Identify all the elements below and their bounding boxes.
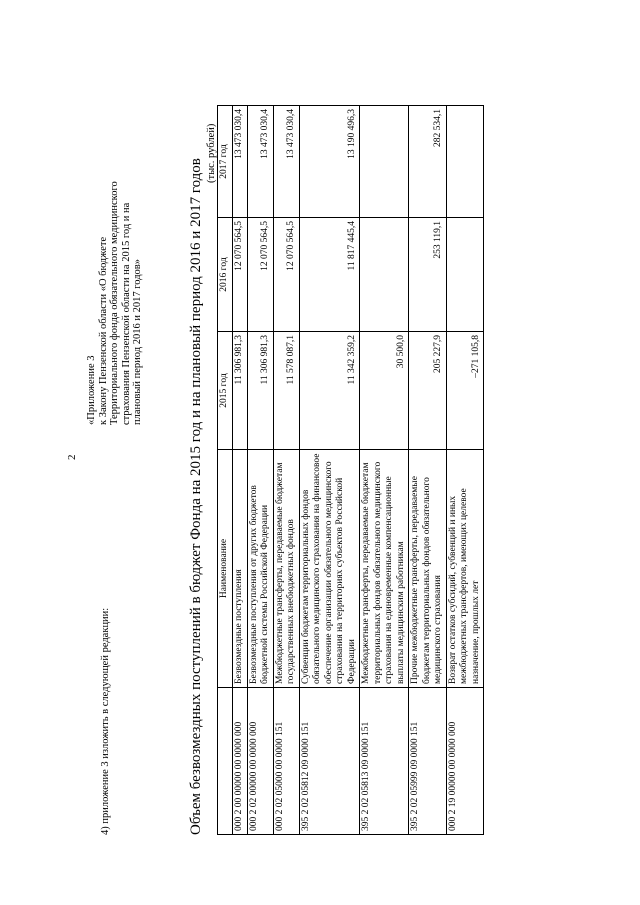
row-name: Межбюджетные трансферты, передаваемые бюджетам территориальных фондов обязательного медицинского страхования на единовременные компенсационные выплаты медицинским работникам [360, 450, 409, 688]
value-2016: 12 070 564,5 [273, 218, 299, 332]
row-code: 395 2 02 05812 09 0000 151 [299, 688, 360, 835]
budget-table [217, 105, 484, 835]
page-number: 2 [66, 454, 78, 460]
appendix-line: страхования Пензенской области на 2015 год и на [120, 202, 132, 425]
appendix-line: Территориального фонда обязательного медицинского [109, 181, 120, 425]
value-2015: 205 227,9 [409, 332, 447, 450]
value-2016 [360, 218, 409, 332]
header-2015: 2015 год [218, 332, 233, 450]
table-row [360, 106, 409, 835]
header-name: Наименование [218, 450, 233, 688]
value-2017: 13 473 030,4 [247, 106, 273, 218]
value-2015: 11 578 087,1 [273, 332, 299, 450]
table-row [233, 106, 248, 835]
appendix-line: к Закону Пензенской области «О бюджете [97, 236, 109, 425]
row-code: 395 2 02 05999 09 0000 151 [409, 688, 447, 835]
value-2017: 13 190 496,3 [299, 106, 360, 218]
value-2017: 13 473 030,4 [273, 106, 299, 218]
value-2016 [446, 218, 484, 332]
appendix-line: плановый период 2016 и 2017 годов» [132, 259, 143, 425]
table-row [273, 106, 299, 835]
value-2015: 30 500,0 [360, 332, 409, 450]
appendix-heading [86, 105, 144, 425]
row-name: Субвенции бюджетам территориальных фондов обязательного медицинского страхования на финансовое обеспечение организации обязательного медицинского страхования на территориях субъектов Российской Федерации [299, 450, 360, 688]
row-name: Возврат остатков субсидий, субвенций и иных межбюджетных трансфертов, имеющих целевое назначение, прошлых лет [446, 450, 484, 688]
value-2015: 11 306 981,3 [247, 332, 273, 450]
appendix-line: «Приложение 3 [86, 355, 97, 425]
table-header-row [218, 106, 233, 835]
value-2016: 12 070 564,5 [233, 218, 248, 332]
amendment-intro: 4) приложение 3 изложить в следующей редакции: [100, 607, 111, 835]
row-name: Безвозмездные поступления [233, 450, 248, 688]
row-code: 000 2 00 00000 00 0000 000 [233, 688, 248, 835]
value-2015: 11 306 981,3 [233, 332, 248, 450]
table-row [299, 106, 360, 835]
units-label: (тыс. рублей) [206, 123, 217, 183]
value-2017 [360, 106, 409, 218]
row-code: 000 2 19 00000 00 0000 000 [446, 688, 484, 835]
header-2017: 2017 год [218, 106, 233, 218]
row-name: Безвозмездные поступления от других бюджетов бюджетной системы Российской Федерации [247, 450, 273, 688]
value-2015: –271 105,8 [446, 332, 484, 450]
table-body [233, 106, 484, 835]
row-name: Межбюджетные трансферты, передаваемые бюджетам государственных внебюджетных фондов [273, 450, 299, 688]
header-2016: 2016 год [218, 218, 233, 332]
table-row [446, 106, 484, 835]
value-2016: 12 070 564,5 [247, 218, 273, 332]
row-code: 000 2 02 05000 00 0000 151 [273, 688, 299, 835]
row-code: 000 2 02 00000 00 0000 000 [247, 688, 273, 835]
table-row [409, 106, 447, 835]
value-2017: 13 473 030,4 [233, 106, 248, 218]
value-2016: 253 119,1 [409, 218, 447, 332]
document-title: Объем безвозмездных поступлений в бюджет Фонда на 2015 год и на плановый период 2016 и 2017 годов [188, 158, 204, 835]
value-2016: 11 817 445,4 [299, 218, 360, 332]
row-code: 395 2 02 05813 09 0000 151 [360, 688, 409, 835]
header-code [218, 688, 233, 835]
value-2017: 282 534,1 [409, 106, 447, 218]
value-2017 [446, 106, 484, 218]
table-row [247, 106, 273, 835]
value-2015: 11 342 359,2 [299, 332, 360, 450]
row-name: Прочие межбюджетные трансферты, передаваемые бюджетам территориальных фондов обязательного медицинского страхования [409, 450, 447, 688]
